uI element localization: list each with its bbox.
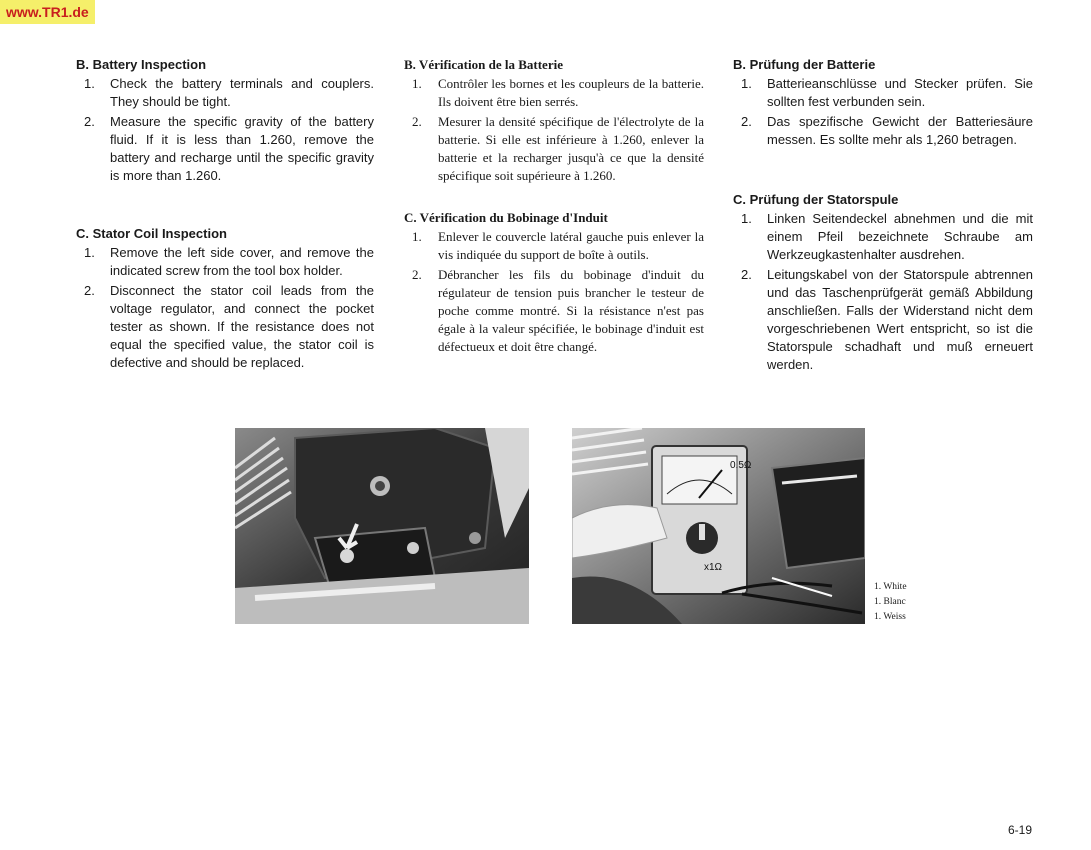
list-item — [733, 266, 1033, 374]
list-item — [404, 266, 704, 356]
battery-inspection-section — [404, 56, 704, 185]
step-text: Enlever le couvercle latéral gauche puis enlever la vis indiquée du support de boîte à outils. — [438, 229, 704, 262]
step-number: 1. — [84, 76, 95, 91]
list-item — [76, 113, 374, 185]
range-setting-label: x1Ω — [704, 562, 723, 573]
step-number: 1. — [741, 211, 752, 226]
section-title: C. Vérification du Bobinage d'Induit — [404, 210, 608, 225]
stator-coil-section — [733, 191, 1033, 374]
figure-legend — [874, 580, 907, 625]
battery-inspection-section — [733, 56, 1033, 149]
list-item — [76, 75, 374, 111]
english-column — [76, 56, 374, 374]
step-text: Remove the left side cover, and remove the indicated screw from the tool box holder. — [110, 245, 374, 278]
step-number: 1. — [741, 76, 752, 91]
legend-item: 1. Weiss — [874, 612, 906, 622]
list-item — [76, 244, 374, 280]
stator-coil-section — [76, 225, 374, 372]
page-number: 6-19 — [1008, 823, 1033, 837]
legend-item: 1. Blanc — [874, 597, 906, 607]
list-item — [733, 113, 1033, 149]
step-text: Contrôler les bornes et les coupleurs de la batterie. Ils doivent être bien serrés. — [438, 76, 704, 109]
step-number: 2. — [84, 114, 95, 129]
step-number: 1. — [412, 229, 422, 244]
list-item — [733, 75, 1033, 111]
step-text: Débrancher les fils du bobinage d'induit du régulateur de tension puis brancher le testeur de poche comme montré. Si la résistance n'est pas égale à la valeur spécifiée, le bobinage d'induit est défectueux et doit être changé. — [438, 267, 704, 354]
meter-reading-label: 0.5Ω — [730, 460, 752, 471]
step-text: Linken Seitendeckel abnehmen und die mit einem Pfeil bezeichnete Schraube am Werkzeugkastenhalter ausdrehen. — [767, 211, 1033, 262]
list-item — [76, 282, 374, 372]
list-item — [404, 113, 704, 185]
step-number: 2. — [84, 283, 95, 298]
step-text: Mesurer la densité spécifique de l'électrolyte de la batterie. Si elle est inférieure à 1.260, enlever la batterie et la recharger jusqu'à ce que la densité spécifique soit supérieure à 1.260. — [438, 114, 704, 183]
watermark-link[interactable]: www.TR1.de — [0, 0, 95, 24]
step-number: 1. — [84, 245, 95, 260]
section-title: B. Vérification de la Batterie — [404, 57, 563, 72]
section-title: C. Stator Coil Inspection — [76, 226, 227, 241]
step-number: 2. — [412, 267, 422, 282]
german-column — [733, 56, 1033, 376]
french-column — [404, 56, 704, 358]
step-number: 2. — [741, 114, 752, 129]
legend-item: 1. White — [874, 582, 907, 592]
step-number: 1. — [412, 76, 422, 91]
side-cover-photo — [235, 428, 529, 624]
stator-coil-section — [404, 209, 704, 356]
list-item — [733, 210, 1033, 264]
step-text: Leitungskabel von der Statorspule abtrennen und das Taschenprüfgerät gemäß Abbildung anschließen. Falls der Widerstand nicht dem vorgeschriebenen Wert entspricht, so ist die Statorspule schadhaft und muß erneuert werden. — [767, 267, 1033, 372]
step-number: 2. — [412, 114, 422, 129]
section-title: B. Prüfung der Batterie — [733, 57, 876, 72]
step-text: Das spezifische Gewicht der Batteriesäure messen. Es sollte mehr als 1,260 betragen. — [767, 114, 1033, 147]
section-title: B. Battery Inspection — [76, 57, 207, 72]
step-text: Check the battery terminals and couplers. They should be tight. — [110, 76, 374, 109]
pocket-tester-photo — [572, 428, 865, 624]
step-text: Batterieanschlüsse und Stecker prüfen. Sie sollten fest verbunden sein. — [767, 76, 1033, 109]
battery-inspection-section — [76, 56, 374, 185]
list-item — [404, 75, 704, 111]
list-item — [404, 228, 704, 264]
step-text: Disconnect the stator coil leads from the voltage regulator, and connect the pocket tester as shown. If the resistance does not equal the specified value, the stator coil is defective and should be replaced. — [110, 283, 374, 370]
step-number: 2. — [741, 267, 752, 282]
section-title: C. Prüfung der Statorspule — [733, 192, 899, 207]
step-text: Measure the specific gravity of the battery fluid. If it is less than 1.260, remove the battery and recharge until the specific gravity is more than 1.260. — [110, 114, 374, 183]
